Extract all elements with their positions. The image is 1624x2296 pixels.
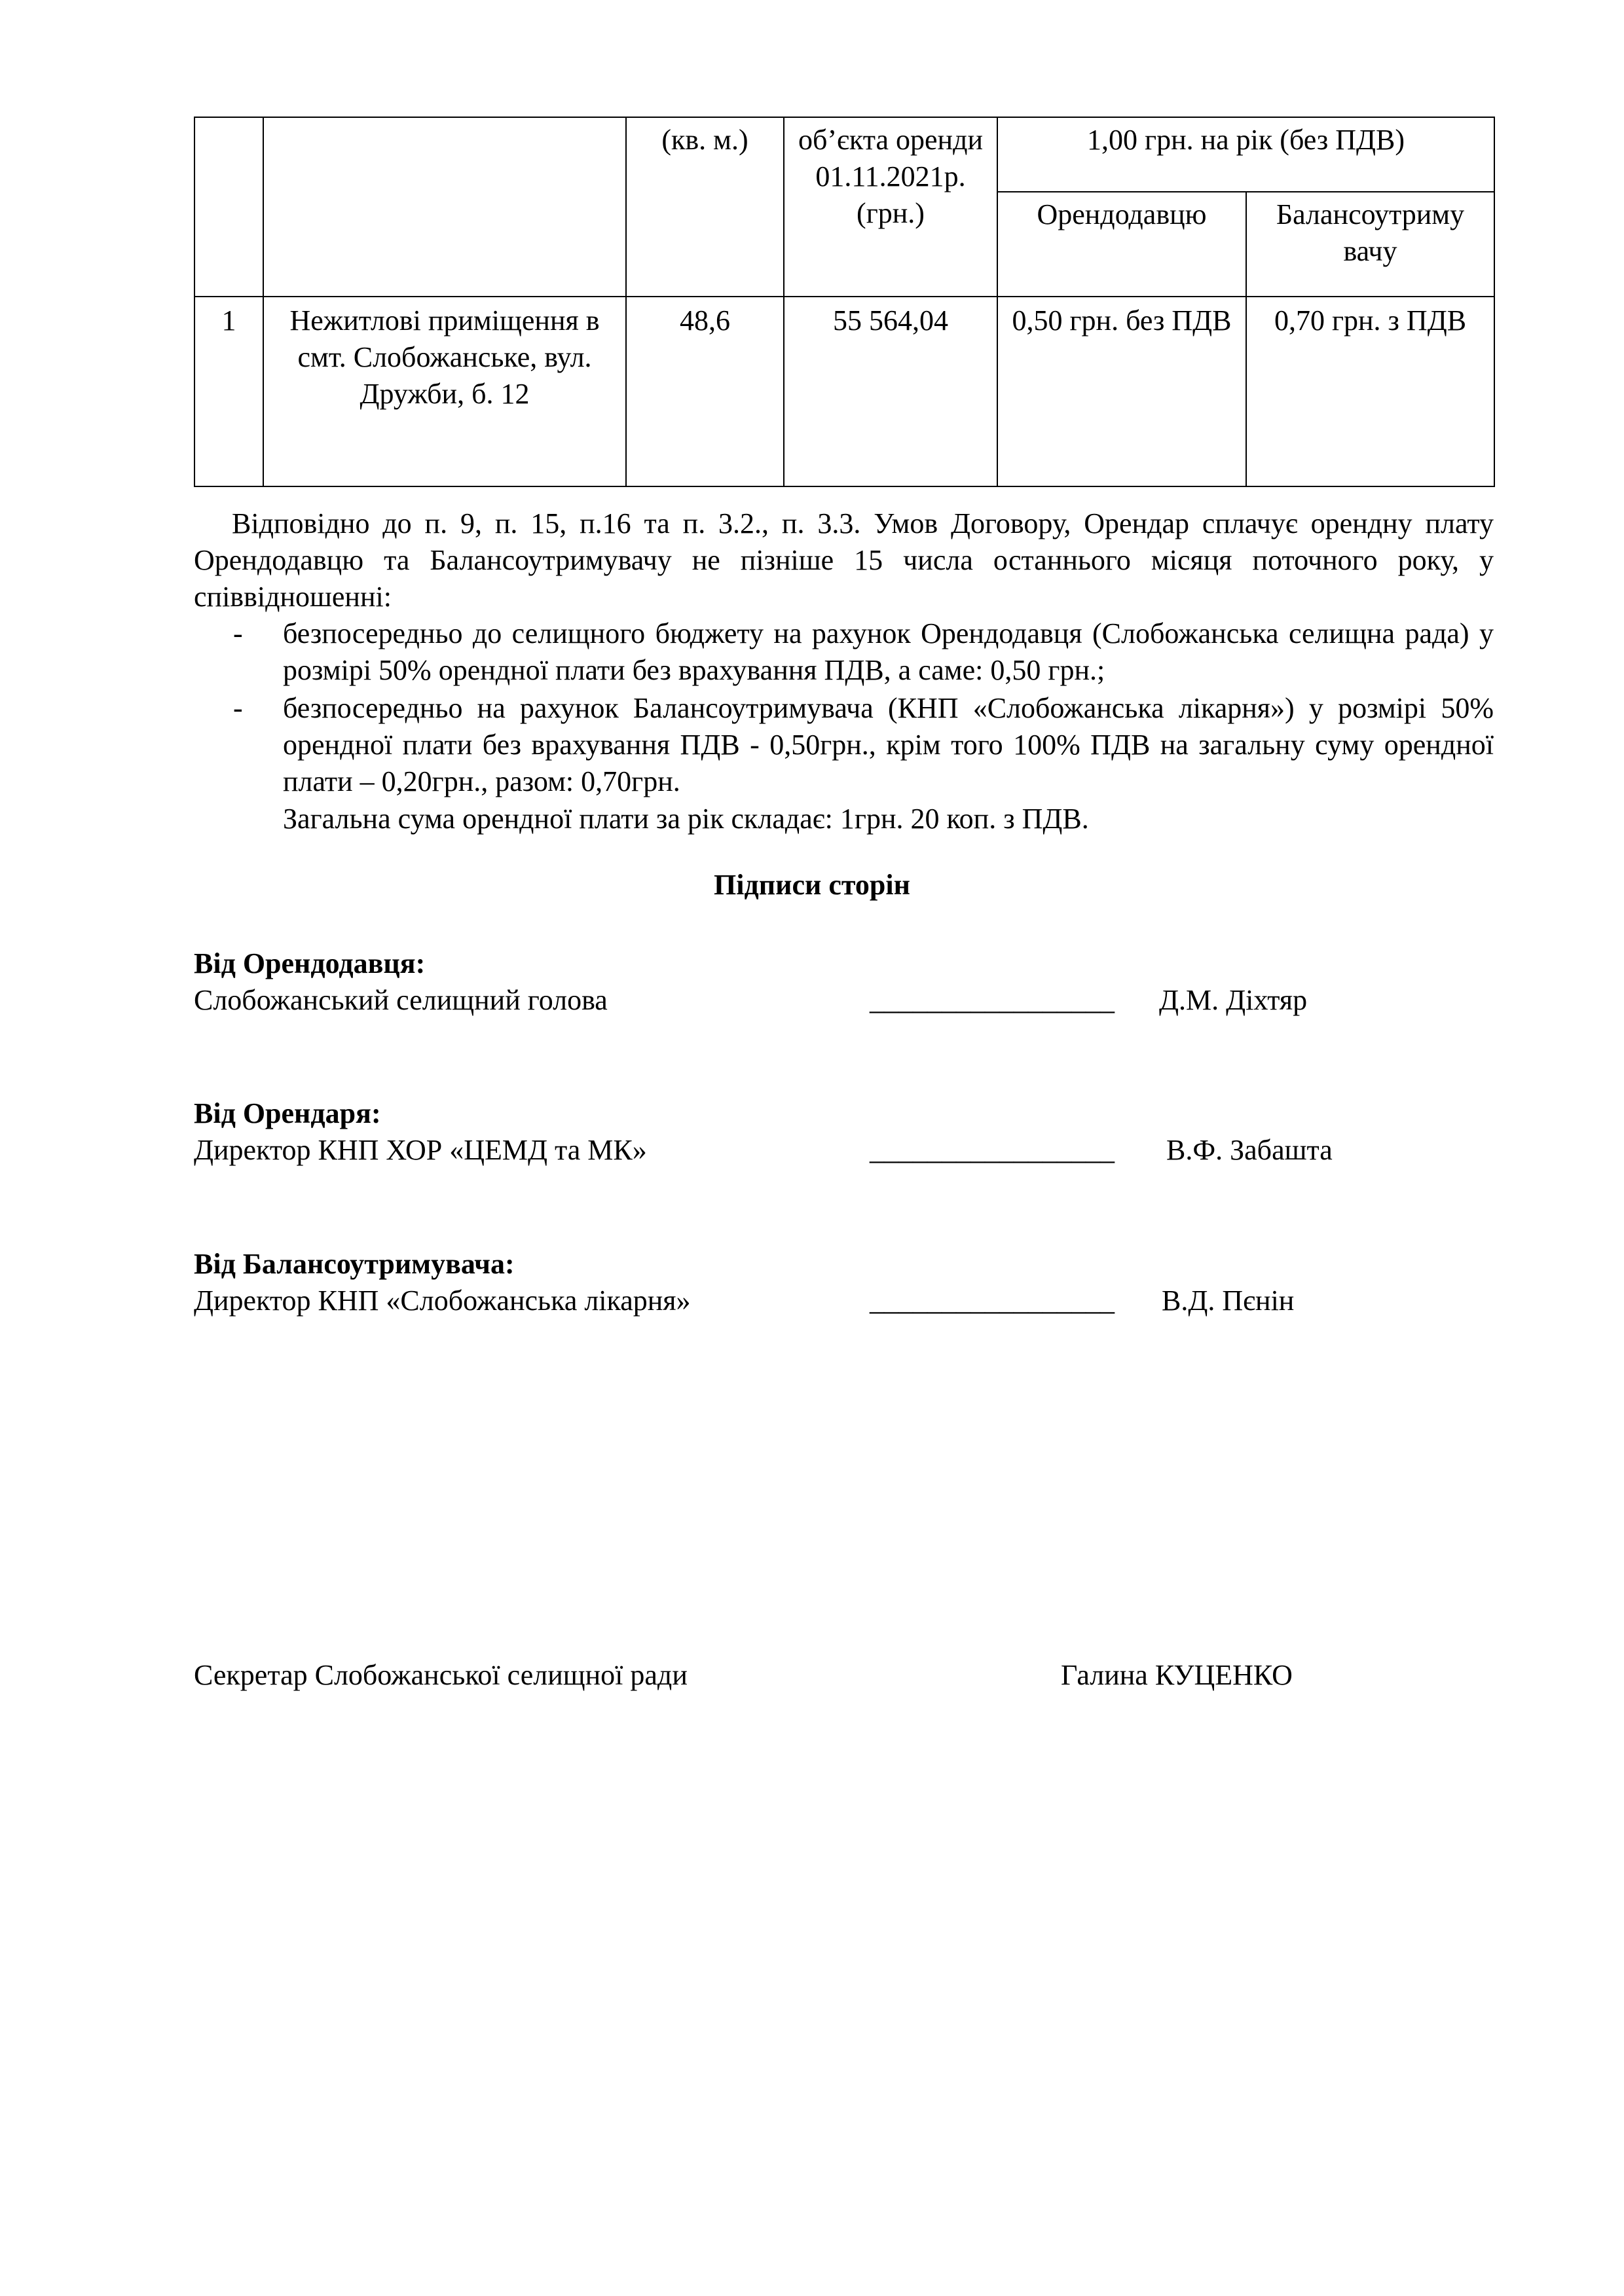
bullet-text: безпосередньо на рахунок Балансоутримувача (КНП «Слобожанська лікарня») у розмірі 50% орендної плати без врахування ПДВ - 0,50грн., крім того 100% ПДВ на загальну суму орендної плати – 0,20грн., разом: 0,70грн. bbox=[283, 692, 1494, 797]
signature-title: Від Балансоутримувача: bbox=[194, 1248, 515, 1280]
signature-title: Від Орендодавця: bbox=[194, 947, 426, 979]
bullet-dash: - bbox=[233, 692, 243, 724]
secretary-role: Секретар Слобожанської селищної ради bbox=[194, 1659, 688, 1691]
list-item bbox=[194, 690, 1494, 800]
secretary-line bbox=[194, 1657, 1494, 1694]
signature-line: _________________ bbox=[870, 984, 1115, 1016]
row-num-cell: 1 bbox=[194, 297, 263, 486]
signature-role: Директор КНП ХОР «ЦЕМД та МК» bbox=[194, 1134, 647, 1166]
header-area-cell: (кв. м.) bbox=[626, 117, 784, 297]
total-line: Загальна сума орендної плати за рік складає: 1грн. 20 коп. з ПДВ. bbox=[283, 803, 1089, 835]
header-name-cell bbox=[263, 117, 626, 297]
row-lessor-cell: 0,50 грн. без ПДВ bbox=[997, 297, 1246, 486]
row-value-cell: 55 564,04 bbox=[784, 297, 997, 486]
signature-line: _________________ bbox=[870, 1134, 1115, 1166]
signature-block-lessor bbox=[194, 945, 1494, 1019]
table-row bbox=[194, 297, 1494, 486]
signature-line: _________________ bbox=[870, 1285, 1115, 1317]
signature-name: В.Ф. Забашта bbox=[1166, 1134, 1333, 1166]
row-name-cell: Нежитлові приміщення в смт. Слобожанське, вул. Дружби, б. 12 bbox=[263, 297, 626, 486]
signatures-heading: Підписи сторін bbox=[714, 869, 910, 901]
list-item bbox=[194, 615, 1494, 689]
signature-title: Від Орендаря: bbox=[194, 1097, 381, 1129]
payment-paragraph: Відповідно до п. 9, п. 15, п.16 та п. 3.2., п. 3.3. Умов Договору, Орендар сплачує орендну плату Орендодавцю та Балансоутримувачу не пізніше 15 числа останнього місяця поточного року, у співвідношенні: bbox=[194, 507, 1494, 613]
signature-role: Слобожанський селищний голова bbox=[194, 984, 608, 1016]
signature-block-holder bbox=[194, 1246, 1494, 1319]
bullet-dash: - bbox=[233, 617, 243, 649]
signature-name: Д.М. Діхтяр bbox=[1159, 984, 1308, 1016]
signature-block-tenant bbox=[194, 1095, 1494, 1169]
bullet-text: безпосередньо до селищного бюджету на рахунок Орендодавця (Слобожанська селищна рада) у розмірі 50% орендної плати без врахування ПДВ, а саме: 0,50 грн.; bbox=[283, 617, 1494, 686]
row-holder-cell: 0,70 грн. з ПДВ bbox=[1246, 297, 1494, 486]
signature-role: Директор КНП «Слобожанська лікарня» bbox=[194, 1285, 691, 1317]
header-num-cell bbox=[194, 117, 263, 297]
header-lessor-cell: Орендодавцю bbox=[997, 192, 1246, 297]
signature-name: В.Д. Пєнін bbox=[1162, 1285, 1295, 1317]
header-rent-cell: 1,00 грн. на рік (без ПДВ) bbox=[997, 117, 1494, 192]
rent-table bbox=[194, 117, 1495, 487]
row-area-cell: 48,6 bbox=[626, 297, 784, 486]
table-header-row bbox=[194, 117, 1494, 192]
secretary-name: Галина КУЦЕНКО bbox=[1061, 1659, 1293, 1691]
header-holder-cell: Балансоутриму вачу bbox=[1246, 192, 1494, 297]
header-value-cell: об’єкта оренди 01.11.2021р. (грн.) bbox=[784, 117, 997, 297]
